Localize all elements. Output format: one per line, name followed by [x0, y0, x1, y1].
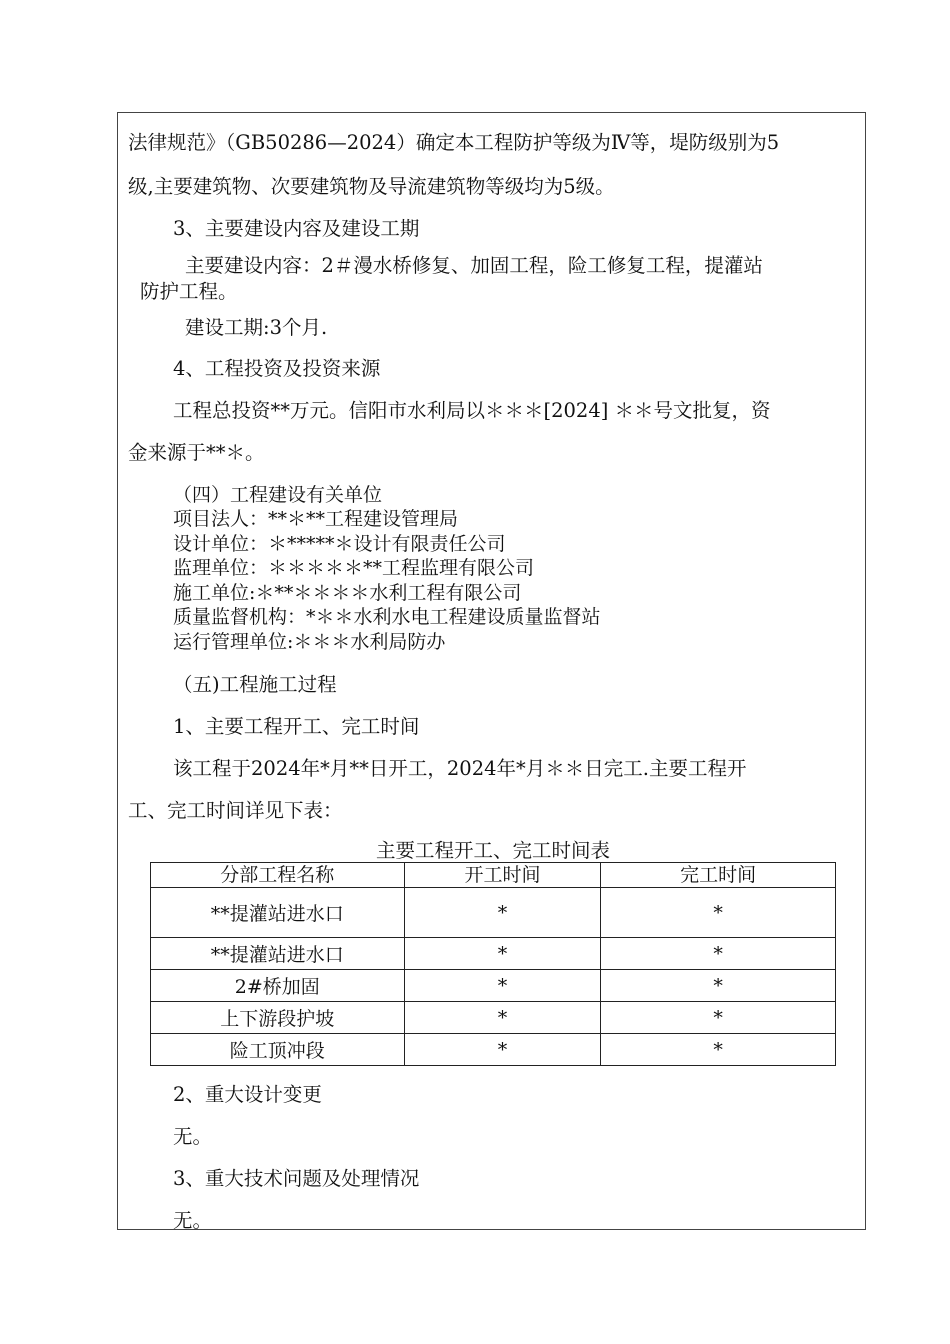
body-line: 该工程于2024年*月**日开工，2024年*月＊＊日完工.主要工程开: [173, 757, 747, 780]
table-row: [151, 1034, 836, 1066]
unit-line: 运行管理单位:＊＊＊水利局防办: [173, 631, 446, 653]
body-line: 主要建设内容：2＃漫水桥修复、加固工程，险工修复工程，提灌站: [185, 254, 763, 277]
table-cell: 险工顶冲段: [151, 1034, 405, 1066]
table-cell: *: [601, 1002, 836, 1034]
body-line: 建设工期:3个月.: [185, 316, 328, 339]
body-line: 工、完工时间详见下表：: [128, 799, 343, 822]
body-line: 无。: [173, 1209, 213, 1232]
body-line: 防护工程。: [140, 280, 238, 303]
section-heading: 2、重大设计变更: [173, 1083, 322, 1106]
body-line: 工程总投资**万元。信阳市水利局以＊＊＊[2024] ＊＊号文批复，资: [173, 399, 771, 422]
table-cell: *: [404, 970, 601, 1002]
table-cell: *: [601, 970, 836, 1002]
table-cell: *: [601, 1034, 836, 1066]
table-cell: *: [404, 938, 601, 970]
body-line: 无。: [173, 1125, 213, 1148]
table-row: [151, 1002, 836, 1034]
table-cell: *: [601, 888, 836, 938]
table-cell: *: [601, 938, 836, 970]
table-cell: **提灌站进水口: [151, 888, 405, 938]
header-cell: 完工时间: [601, 863, 836, 888]
section-heading: 4、工程投资及投资来源: [173, 357, 381, 380]
unit-line: 设计单位：＊*****＊设计有限责任公司: [173, 533, 506, 555]
table-row: [151, 938, 836, 970]
table-header-row: [151, 863, 836, 888]
section-heading: （五)工程施工过程: [173, 673, 337, 696]
table-cell: *: [404, 1002, 601, 1034]
schedule-table: [150, 862, 836, 1066]
header-cell: 开工时间: [404, 863, 601, 888]
body-line: 级,主要建筑物、次要建筑物及导流建筑物等级均为5级。: [128, 175, 615, 198]
table-cell: **提灌站进水口: [151, 938, 405, 970]
section-heading: 1、主要工程开工、完工时间: [173, 715, 420, 738]
table-row: [151, 888, 836, 938]
table-caption: 主要工程开工、完工时间表: [375, 839, 610, 862]
unit-line: 监理单位：＊＊＊＊＊**工程监理有限公司: [173, 557, 535, 579]
section-heading: 3、重大技术问题及处理情况: [173, 1167, 420, 1190]
unit-line: 项目法人：**＊**工程建设管理局: [173, 508, 459, 530]
section-heading: 3、主要建设内容及建设工期: [173, 217, 420, 240]
section-heading: （四）工程建设有关单位: [173, 484, 383, 506]
table-cell: *: [404, 1034, 601, 1066]
table-cell: 2#桥加固: [151, 970, 405, 1002]
body-line: 金来源于**＊。: [128, 441, 265, 464]
body-line: 法律规范》（GB50286—2024）确定本工程防护等级为Ⅳ等，堤防级别为5: [128, 131, 780, 154]
table-row: [151, 970, 836, 1002]
table-cell: 上下游段护坡: [151, 1002, 405, 1034]
header-cell: 分部工程名称: [151, 863, 405, 888]
unit-line: 施工单位:＊**＊＊＊＊水利工程有限公司: [173, 582, 522, 604]
table-cell: *: [404, 888, 601, 938]
unit-line: 质量监督机构：*＊＊水利水电工程建设质量监督站: [173, 606, 601, 628]
